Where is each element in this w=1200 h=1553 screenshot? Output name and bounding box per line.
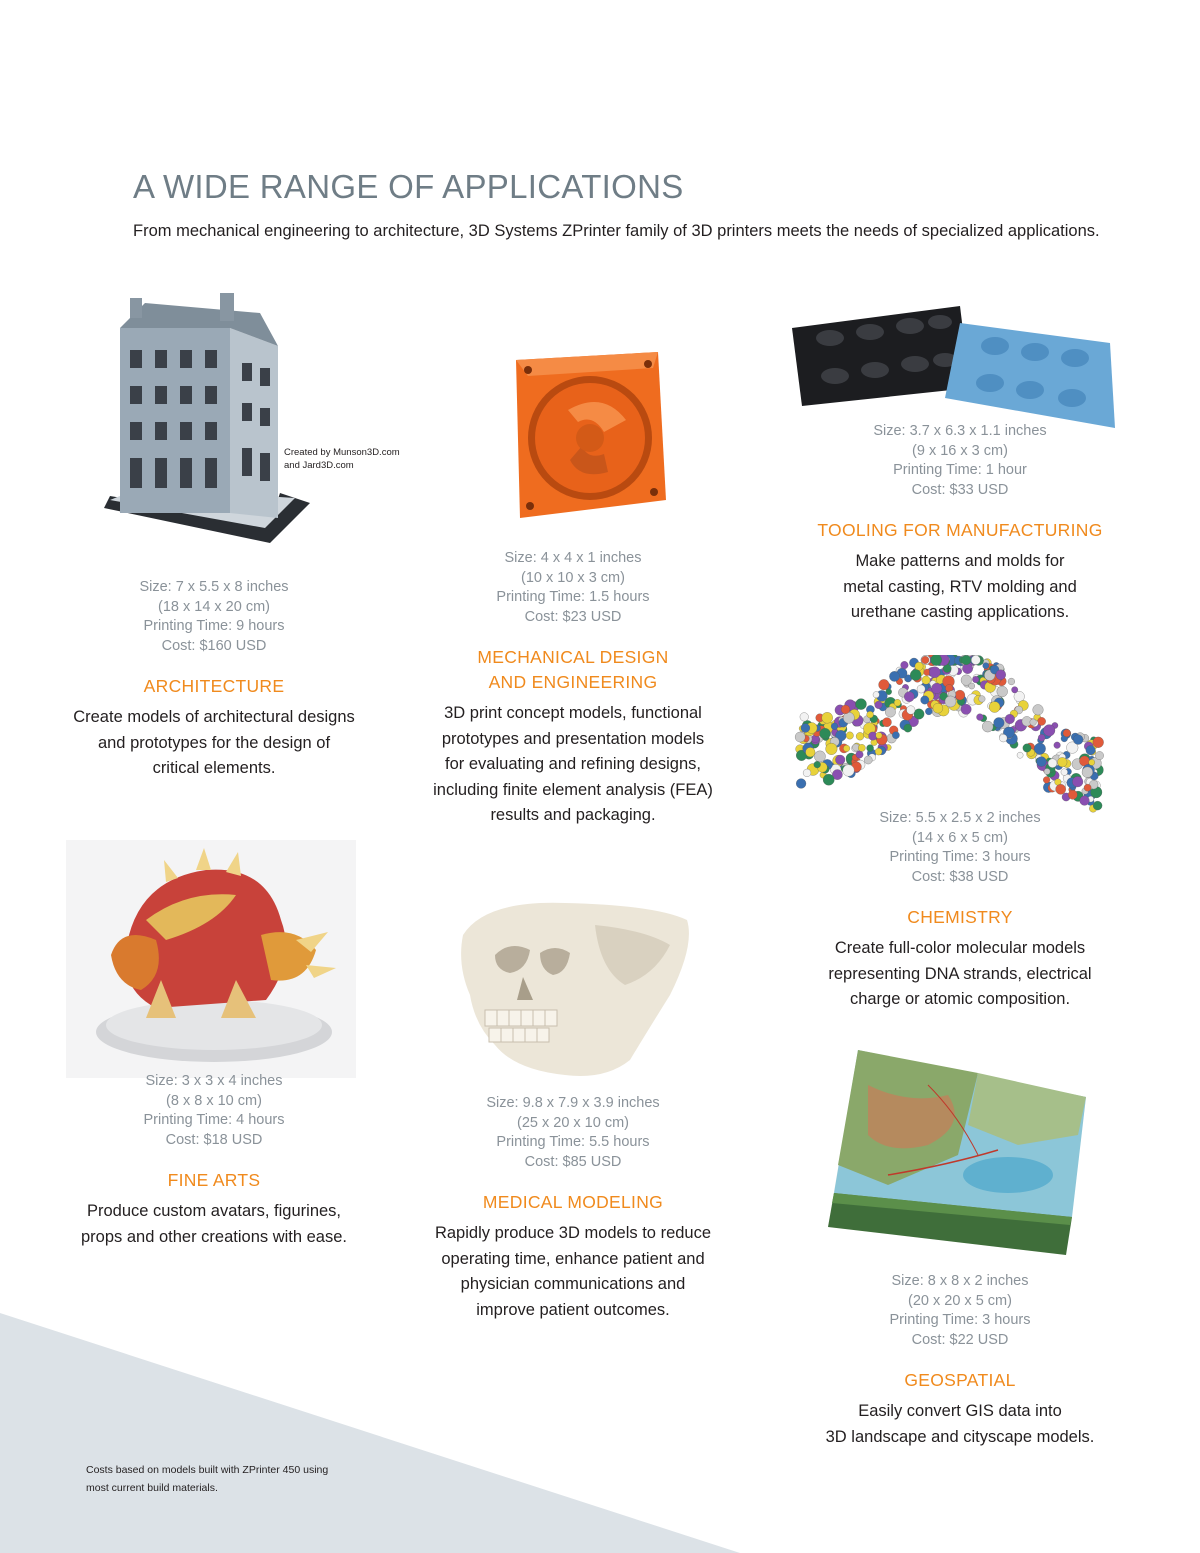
medical-description: Rapidly produce 3D models to reduce operating time, enhance patient and physician communications and improve patient outcomes. [434, 1224, 712, 1319]
mechanical-specs [403, 549, 743, 627]
fine-arts-heading: FINE ARTS [167, 1170, 261, 1191]
chemistry-time: Printing Time: 3 hours [889, 849, 1031, 866]
tooling-description: Make patterns and molds for metal casting, RTV molding and urethane casting applications. [843, 552, 1077, 622]
chemistry-size-cm: (14 x 6 x 5 cm) [912, 829, 1008, 846]
geospatial-description: Easily convert GIS data into 3D landscape and cityscape models. [825, 1402, 1095, 1446]
fine-arts-specs [44, 1072, 384, 1150]
mechanical-size-cm: (10 x 10 x 3 cm) [521, 569, 625, 586]
fine-arts-size-cm: (8 x 8 x 10 cm) [166, 1092, 262, 1109]
mechanical-fan-image [508, 350, 668, 525]
mechanical-section [403, 549, 743, 829]
medical-section [403, 1094, 743, 1323]
architecture-description: Create models of architectural designs and prototypes for the design of critical elements. [73, 708, 355, 778]
chemistry-description: Create full-color molecular models representing DNA strands, electrical charge or atomic composition. [828, 939, 1092, 1009]
chemistry-section [790, 809, 1130, 1013]
architecture-heading: ARCHITECTURE [143, 676, 285, 697]
cost-footnote: Costs based on models built with ZPrinter 450 using most current build materials. [86, 1464, 329, 1494]
medical-skull-image [455, 885, 700, 1085]
tooling-time: Printing Time: 1 hour [893, 462, 1027, 479]
architecture-section [44, 578, 384, 782]
mechanical-time: Printing Time: 1.5 hours [496, 589, 650, 606]
image-credit: Created by Munson3D.com and Jard3D.com [284, 447, 400, 471]
geospatial-heading: GEOSPATIAL [904, 1370, 1016, 1391]
medical-cost: Cost: $85 USD [524, 1153, 622, 1170]
fine-arts-section [44, 1072, 384, 1250]
architecture-cost: Cost: $160 USD [161, 637, 267, 654]
tooling-heading: TOOLING FOR MANUFACTURING [817, 520, 1103, 541]
fine-arts-time: Printing Time: 4 hours [143, 1112, 285, 1129]
fine-arts-figurine-image [66, 840, 356, 1078]
page-subtitle: From mechanical engineering to architecture, 3D Systems ZPrinter family of 3D printers meets the needs of specialized applications. [133, 222, 1100, 240]
mechanical-cost: Cost: $23 USD [524, 608, 622, 625]
fine-arts-cost: Cost: $18 USD [165, 1131, 263, 1148]
chemistry-heading: CHEMISTRY [907, 907, 1013, 928]
geospatial-terrain-image [828, 1045, 1090, 1255]
tooling-size: Size: 3.7 x 6.3 x 1.1 inches [873, 423, 1047, 439]
architecture-size: Size: 7 x 5.5 x 8 inches [139, 579, 289, 595]
geospatial-size-cm: (20 x 20 x 5 cm) [908, 1292, 1012, 1309]
tooling-size-cm: (9 x 16 x 3 cm) [912, 442, 1008, 459]
architecture-time: Printing Time: 9 hours [143, 618, 285, 635]
chemistry-size: Size: 5.5 x 2.5 x 2 inches [879, 810, 1041, 826]
fine-arts-description: Produce custom avatars, figurines, props and other creations with ease. [81, 1202, 347, 1246]
geospatial-cost: Cost: $22 USD [911, 1331, 1009, 1348]
chemistry-specs [790, 809, 1130, 887]
architecture-specs [44, 578, 384, 656]
geospatial-size: Size: 8 x 8 x 2 inches [891, 1273, 1029, 1289]
page-title: A WIDE RANGE OF APPLICATIONS [133, 168, 684, 205]
geospatial-specs [790, 1272, 1130, 1350]
medical-specs [403, 1094, 743, 1172]
medical-time: Printing Time: 5.5 hours [496, 1134, 650, 1151]
fine-arts-size: Size: 3 x 3 x 4 inches [145, 1073, 283, 1089]
architecture-building-image [100, 288, 310, 548]
chemistry-molecule-image [790, 655, 1110, 830]
tooling-specs [790, 422, 1130, 500]
architecture-size-cm: (18 x 14 x 20 cm) [157, 598, 270, 615]
geospatial-section [790, 1272, 1130, 1450]
medical-size-cm: (25 x 20 x 10 cm) [516, 1114, 629, 1131]
mechanical-size: Size: 4 x 4 x 1 inches [504, 550, 642, 566]
tooling-cost: Cost: $33 USD [911, 481, 1009, 498]
medical-heading: MEDICAL MODELING [482, 1192, 664, 1213]
tooling-section [790, 422, 1130, 626]
chemistry-cost: Cost: $38 USD [911, 868, 1009, 885]
geospatial-time: Printing Time: 3 hours [889, 1312, 1031, 1329]
mechanical-description: 3D print concept models, functional prototypes and presentation models for evaluating and refining designs, including finite element analysis (FEA) results and packaging. [433, 704, 713, 825]
medical-size: Size: 9.8 x 7.9 x 3.9 inches [486, 1095, 660, 1111]
tooling-molds-image [790, 288, 1120, 428]
mechanical-heading: MECHANICAL DESIGN AND ENGINEERING [477, 647, 669, 693]
